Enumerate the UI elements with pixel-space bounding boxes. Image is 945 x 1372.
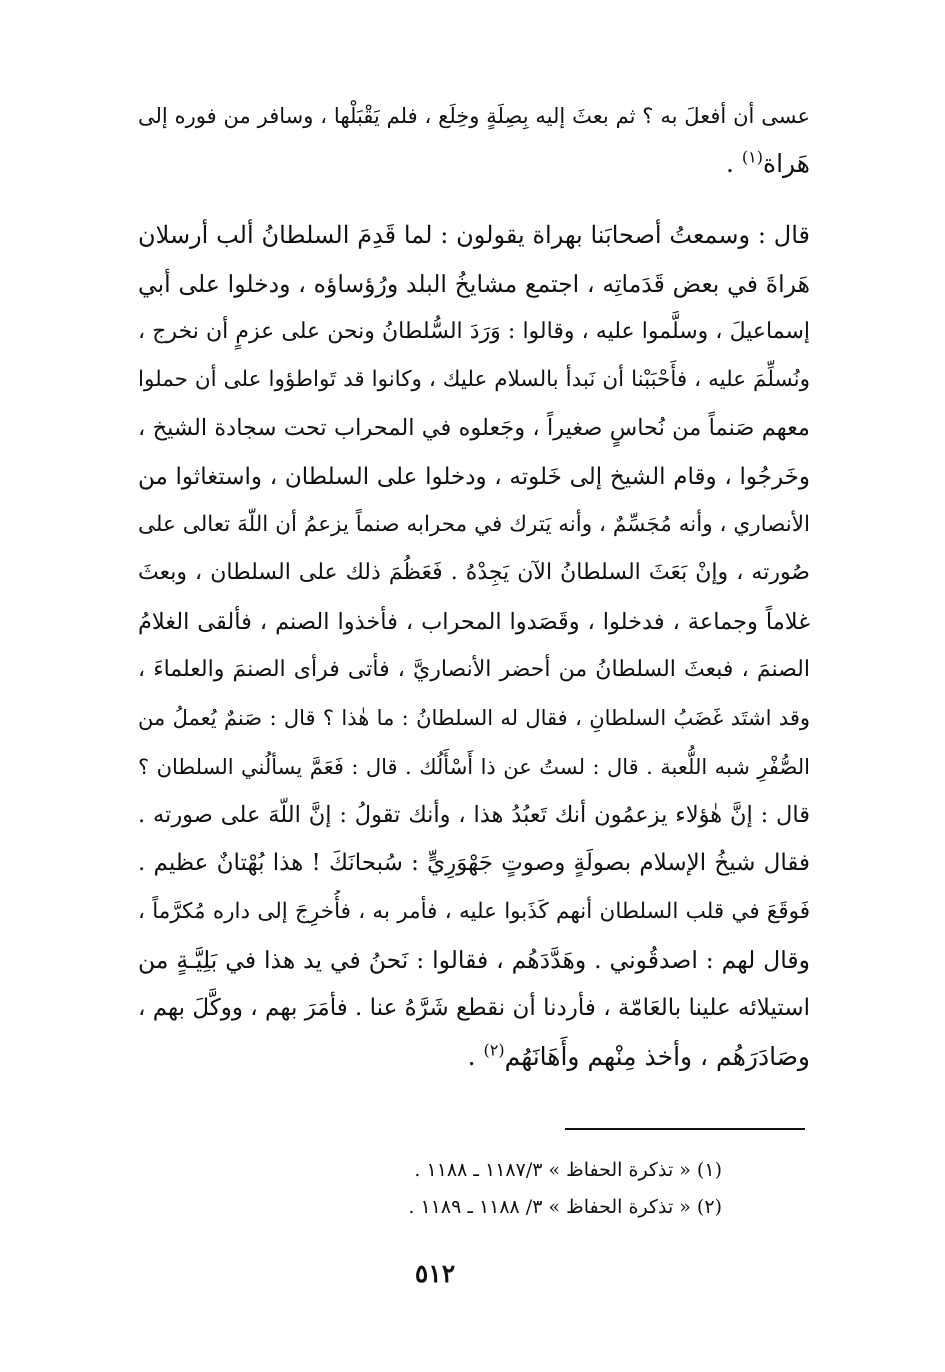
text-line-3: قال : وسمعتُ أصحابَنا بهراة يقولون : لما قَدِمَ السلطانُ ألب أرسلان — [138, 221, 810, 249]
text-line-10: صُورته ، وإنْ بَعَثَ السلطانُ الآن يَجِدْهُ . فَعَظُمَ ذلك على السلطان ، وبعثَ — [138, 560, 810, 585]
sentence-end: . — [725, 149, 742, 178]
text-line-13: وقد اشتَد غَضَبُ السلطانِ ، فقال له السلطانُ : ما هٰذا ؟ قال : صَنمٌ يُعملُ من — [138, 706, 810, 730]
text-line-11: غلاماً وجماعة ، فدخلوا ، وقَصَدوا المحراب ، فأخذوا الصنم ، فألقى الغلامُ — [138, 609, 810, 635]
text-line-1: عسى أن أفعلَ به ؟ ثم بعثَ إليه بِصِلَةٍ وخِلَع ، فلم يَقْبَلْها ، وسافر من فوره إلى — [138, 104, 810, 128]
text-line-15: قال : إنَّ هٰؤلاء يزعمُون أنك تَعبُدُ هذا ، وأنك تقولُ : إنَّ اللّهَ على صورته . — [138, 802, 810, 828]
text-line-16: فقال شيخُ الإسلام بصولَةٍ وصوتٍ جَهْوَرِيٍّ : سُبحانَكَ ! هذا بُهْتانٌ عظيم . — [138, 850, 810, 876]
footnote-2: (٢) « تذكرة الحفاظ » ٣/ ١١٨٨ ـ ١١٨٩ . — [408, 1196, 722, 1218]
sentence-end: . — [467, 1042, 484, 1071]
text-line-19: استيلائه علينا بالعَامّة ، فأردنا أن نقطع شَرَّهُ عنا . فأمَرَ بهم ، ووكَّلَ بهم ، — [138, 995, 810, 1021]
text-line-18: وقال لهم : اصدقُوني . وهَدَّدَهُم ، فقالوا : نَحنُ في يد هذا في بَلِيَّـةٍ من — [138, 946, 810, 974]
text-fragment: وصَادَرَهُم ، وأخذ مِنْهم وأَهَانَهُم — [504, 1042, 810, 1071]
footnote-1: (١) « تذكرة الحفاظ » ١١٨٧/٣ ـ ١١٨٨ . — [414, 1159, 722, 1181]
text-line-5: إسماعيلَ ، وسلَّموا عليه ، وقالوا : وَرَدَ السُّلطانُ ونحن على عزمٍ أن نخرج ، — [138, 319, 810, 344]
text-line-17: فَوقَعَ في قلب السلطان أنهم كَذَبوا عليه ، فأمر به ، فأُخرِجَ إلى داره مُكرَّماً ، — [138, 899, 810, 924]
footnote-marker-1: (١) — [741, 147, 763, 167]
text-line-7: معهم صَنماً من نُحاسٍ صغيراً ، وجَعلوه في المحراب تحت سجادة الشيخ ، — [138, 415, 810, 441]
text-line-4: هَراةَ في بعض قَدَماتِه ، اجتمع مشايخُ البلد ورُؤساؤه ، ودخلوا على أبي — [138, 270, 810, 298]
text-line-9: الأنصاري ، وأنه مُجَسِّمٌ ، وأنه يَترك في محرابه صنماً يزعمُ أن اللّهَ تعالى على — [138, 512, 810, 537]
text-fragment: هَراة — [762, 149, 810, 178]
text-line-20 — [138, 1035, 810, 1079]
footnote-separator — [565, 1128, 805, 1130]
text-line-6: ونُسلِّمَ عليه ، فأَحْبَبْنا أن نَبدأ بالسلام عليك ، وكانوا قد تَواطؤوا على أن حملوا — [138, 367, 810, 392]
page-number: ٥١٢ — [414, 1259, 456, 1288]
text-line-12: الصنمَ ، فبعثَ السلطانُ من أحضر الأنصاريَّ ، فأتى فرأى الصنمَ والعلماءَ ، — [138, 657, 810, 682]
text-line-8: وخَرجُوا ، وقام الشيخ إلى خَلوته ، ودخلوا على السلطان ، واستغاثوا من — [138, 464, 810, 490]
text-line-14: الصُّفْرِ شبه اللُّعبة . قال : لستُ عن ذا أَسْأَلُك . قال : فَعَمَّ يسألُني السلطان ؟ — [138, 755, 810, 779]
footnote-marker-2: (٢) — [483, 1040, 505, 1060]
text-line-2 — [138, 142, 810, 186]
